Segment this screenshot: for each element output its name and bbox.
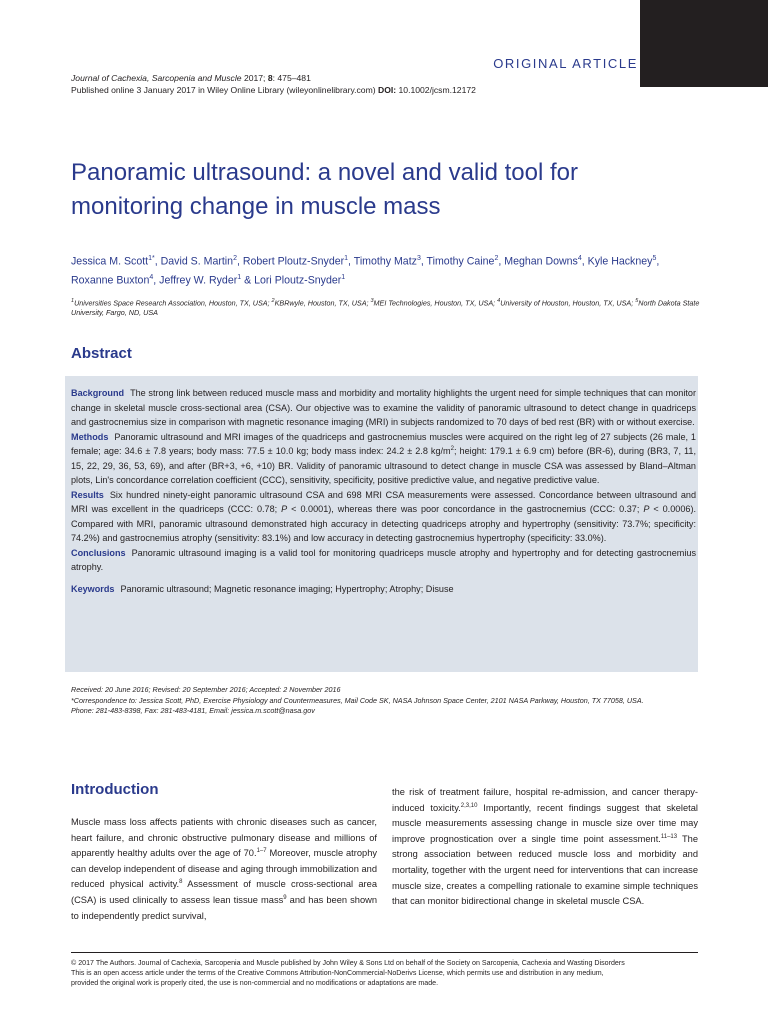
corner-decoration xyxy=(640,0,768,87)
citation[interactable]: 1–7 xyxy=(256,848,267,855)
published-text: Published online 3 January 2017 in Wiley Online Library (wileyonlinelibrary.com) xyxy=(71,85,376,95)
author-name: Timothy Caine xyxy=(426,255,495,268)
intro-text: Muscle mass loss affects patients with chronic diseases such as cancer, heart failure, and chronic obstructive pulmonary disease and millions of apparently healthy adults over the age of 70. xyxy=(71,817,377,859)
results-text-1: Six hundred ninety-eight panoramic ultrasound CSA and 698 MRI CSA measurements were assessed. Concordance between ultrasound and MRI was excellent in the quadriceps (CCC: 0.78; xyxy=(71,489,696,514)
methods-sup: 2 xyxy=(450,445,454,452)
journal-pages: : 475–481 xyxy=(272,73,311,83)
citation[interactable]: 11–13 xyxy=(660,833,678,840)
author-name: Jeffrey W. Ryder xyxy=(159,274,238,287)
author-affiliation-marker: 2 xyxy=(494,255,499,262)
author-name: Robert Ploutz-Snyder xyxy=(242,255,345,268)
article-type-label: ORIGINAL ARTICLE xyxy=(493,56,638,71)
abstract-keywords xyxy=(71,582,696,597)
results-text-2: < 0.0001), whereas there was poor concordance in the gastrocnemius (CCC: 0.37; xyxy=(287,504,644,514)
author-name: Timothy Matz xyxy=(353,255,417,268)
journal-name: Journal of Cachexia, Sarcopenia and Muscle xyxy=(71,73,242,83)
journal-year: 2017; xyxy=(243,73,266,83)
submission-info xyxy=(71,685,701,717)
author-separator: , xyxy=(498,255,505,268)
author-affiliation-marker: 1* xyxy=(148,255,155,262)
affiliation-marker: 3 xyxy=(370,298,374,304)
citation[interactable]: 2,3,10 xyxy=(460,802,478,809)
author-name: Jessica M. Scott xyxy=(71,255,149,268)
author-list xyxy=(71,251,701,288)
intro-text: the risk of treatment failure, hospital re-admission, and cancer therapy-induced toxicity. xyxy=(392,787,698,813)
author-separator: , xyxy=(348,255,354,268)
author-separator: , xyxy=(153,274,160,287)
citation[interactable]: 8 xyxy=(179,879,183,886)
author-affiliation-marker: 1 xyxy=(237,273,242,281)
license-footer xyxy=(71,958,701,989)
intro-paragraph-1 xyxy=(71,815,377,924)
footer-divider xyxy=(71,952,698,953)
affiliation-marker: 2 xyxy=(271,298,275,304)
journal-volume: 8 xyxy=(267,73,273,83)
author-affiliation-marker: 5 xyxy=(652,255,657,262)
abstract-body xyxy=(71,386,696,596)
abstract-methods xyxy=(71,430,696,488)
author-name: Kyle Hackney xyxy=(587,255,653,268)
keywords-text: Panoramic ultrasound; Magnetic resonance imaging; Hypertrophy; Atrophy; Disuse xyxy=(120,583,454,594)
affiliation-text: Universities Space Research Association, Houston, TX, USA; xyxy=(74,298,272,308)
affiliation-marker: 4 xyxy=(497,298,501,304)
author-separator: , xyxy=(236,255,243,268)
author-separator: , xyxy=(656,255,660,268)
introduction-heading: Introduction xyxy=(71,781,159,798)
license-line: This is an open access article under the terms of the Creative Commons Attribution-NonCommercial-NoDerivs License, which permits use and distribution in any medium, xyxy=(71,969,604,978)
contact-info: Phone: 281-483-8398, Fax: 281-483-4181, Email: jessica.m.scott@nasa.gov xyxy=(71,706,315,715)
author-separator: , xyxy=(420,255,427,268)
intro-text: Importantly, recent findings suggest that skeletal muscle measurements assessing change in muscle size over time may improve prognostication over a single time point assessment. xyxy=(392,802,698,844)
affiliations xyxy=(71,296,701,318)
author-separator: & xyxy=(241,274,255,287)
abstract-conclusions xyxy=(71,546,696,575)
intro-text: The strong association between reduced muscle loss and morbidity and mortality, together with the urgent need for interventions that can increase muscle size, creates a compelling rationale to examine simple techniques that can monitor bidirectional change in skeletal muscle CSA. xyxy=(392,833,699,907)
abstract-heading: Abstract xyxy=(71,345,132,362)
affiliation-text: KBRwyle, Houston, TX, USA; xyxy=(274,298,371,308)
author-affiliation-marker: 4 xyxy=(577,255,582,262)
intro-text: Moreover, muscle atrophy can develop independent of disease and aging through immobilization and reduced physical activity. xyxy=(71,848,378,890)
copyright-line: © 2017 The Authors. Journal of Cachexia, Sarcopenia and Muscle published by John Wiley & Sons Ltd on behalf of the Society on Sarcopenia, Cachexia and Wasting Disorders xyxy=(71,959,625,967)
methods-text-1: Panoramic ultrasound and MRI images of the quadriceps and gastrocnemius muscles were acquired on the right leg of 27 subjects (26 male, 1 female; age: 34.6 ± 7.8 years; body mass: 77.5 ± 10.0 kg; body mass index: 24.2 ± 2.8 kg/m xyxy=(71,431,696,456)
keywords-label: Keywords xyxy=(71,583,115,594)
methods-label: Methods xyxy=(71,431,109,442)
intro-text: Assessment of muscle cross-sectional area (CSA) is used clinically to assess lean tissue mass xyxy=(71,879,377,905)
abstract-background xyxy=(71,386,696,430)
license-terms-line: provided the original work is properly cited, the use is non-commercial and no modifications or adaptations are made. xyxy=(71,979,439,988)
conclusions-label: Conclusions xyxy=(71,547,126,558)
intro-paragraph-2 xyxy=(392,785,698,910)
author-affiliation-marker: 1 xyxy=(341,273,346,281)
results-label: Results xyxy=(71,489,104,500)
background-text: The strong link between reduced muscle mass and morbidity and mortality highlights the urgent need for simple techniques that can monitor change in skeletal muscle cross-sectional area (CSA). Our objective was to examine the validity of panoramic ultrasound to detect change in quadriceps and gastrocnemius size in comparison with magnetic resonance imaging (MRI) in subjects randomized to 70 days of bed rest (BR) with or without exercise. xyxy=(71,388,696,427)
author-affiliation-marker: 4 xyxy=(149,273,154,281)
author-name: Meghan Downs xyxy=(504,255,578,268)
doi-link[interactable]: 10.1002/jcsm.12172 xyxy=(398,85,476,95)
received-dates: Received: 20 June 2016; Revised: 20 September 2016; Accepted: 2 November 2016 xyxy=(71,685,341,694)
abstract-results xyxy=(71,488,696,546)
author-name: Lori Ploutz-Snyder xyxy=(254,274,342,287)
author-affiliation-marker: 1 xyxy=(344,255,349,262)
journal-ref-line xyxy=(71,72,476,84)
intro-column-left xyxy=(71,815,377,924)
conclusions-text: Panoramic ultrasound imaging is a valid tool for monitoring quadriceps muscle atrophy and hypertrophy and for detecting gastrocnemius atrophy. xyxy=(71,547,696,572)
author-separator: , xyxy=(581,255,588,268)
affiliation-text: MEI Technologies, Houston, TX, USA; xyxy=(373,298,498,308)
methods-text-2: ; height: 179.1 ± 6.9 cm) before (BR-6), during (BR3, 7, 11, 15, 22, 29, 36, 53, 69), and after (BR+3, +6, +10) BR. Validity of panoramic ultrasound to detect change in muscle CSA was assessed by Bland–Altman plots, Lin's concordance correlation coefficient (CCC), sensitivity, specificity, positive predictive value, and negative predictive value. xyxy=(71,446,696,485)
affiliation-marker: 5 xyxy=(635,298,639,304)
article-title: Panoramic ultrasound: a novel and valid tool for monitoring change in muscle mass xyxy=(71,159,578,220)
citation[interactable]: 9 xyxy=(283,894,287,901)
author-affiliation-marker: 3 xyxy=(416,255,421,262)
journal-citation xyxy=(71,72,476,96)
author-separator: , xyxy=(154,255,161,268)
affiliation-marker: 1 xyxy=(71,298,75,304)
results-text-3: < 0.0006). Compared with MRI, panoramic ultrasound demonstrated high accuracy in detecting quadriceps atrophy and hypertrophy (sensitivity: 73.7%; specificity: 74.2%) and gastrocnemius atrophy (sensitivity: 83.1%) and low accuracy in detecting gastrocnemius hypertrophy (specificity: 33.0%). xyxy=(71,504,696,543)
doi-label: DOI: xyxy=(377,85,397,95)
published-line xyxy=(71,84,476,96)
affiliation-text: University of Houston, Houston, TX, USA; xyxy=(500,298,636,308)
author-name: Roxanne Buxton xyxy=(71,274,150,287)
intro-column-right xyxy=(392,785,698,910)
author-affiliation-marker: 2 xyxy=(233,255,237,262)
correspondence: *Correspondence to: Jessica Scott, PhD, Exercise Physiology and Countermeasures, Mail Code SK, NASA Johnson Space Center, 2101 NASA Parkway, Houston, TX 77058, USA. xyxy=(71,695,644,705)
affiliation-text: North Dakota State University, Fargo, ND, USA xyxy=(71,298,700,318)
intro-text: and has been shown to independently predict survival, xyxy=(71,894,377,921)
author-name: David S. Martin xyxy=(160,255,234,268)
results-p-1: P xyxy=(281,504,288,514)
results-p-2: P xyxy=(643,504,650,514)
background-label: Background xyxy=(71,388,125,398)
